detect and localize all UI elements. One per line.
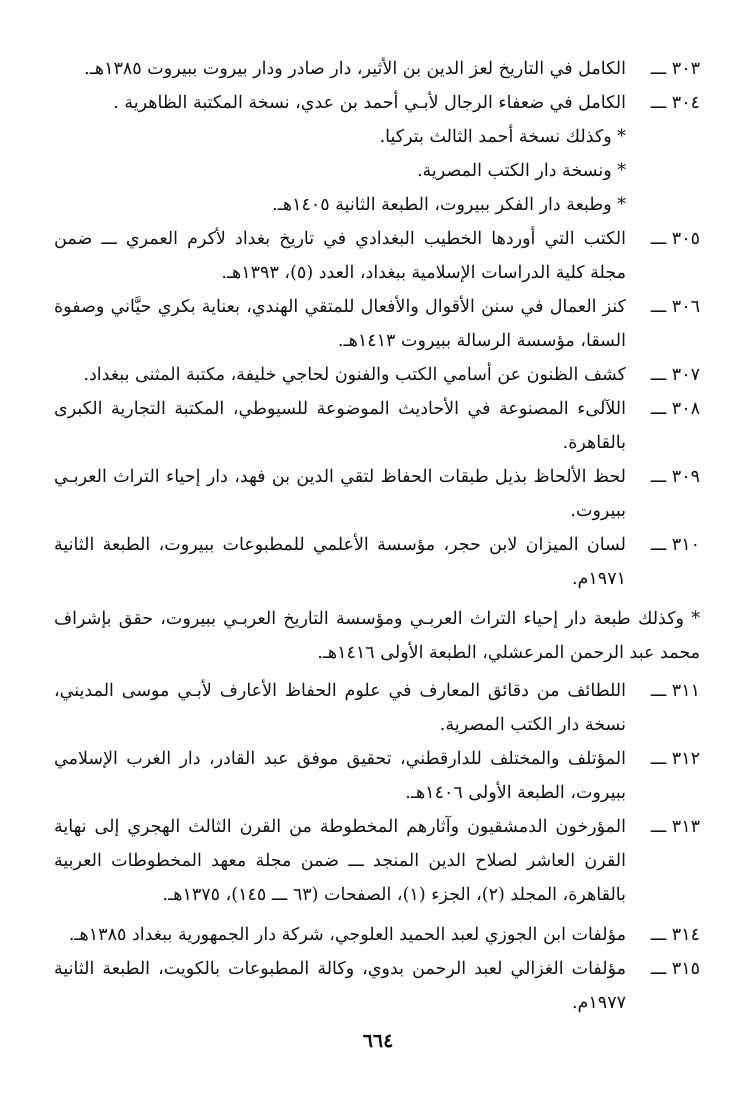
entry-text: اللآلىء المصنوعة في الأحاديث الموضوعة للسيوطي، المكتبة التجارية الكبرى بالقاهرة. <box>54 399 626 453</box>
entry-number: ٣٠٨ ـــ <box>650 399 700 419</box>
entry-303 <box>54 52 700 86</box>
entry-311 <box>54 674 700 742</box>
bibliography-list <box>54 52 700 1020</box>
entry-310-note: * وكذلك طبعة دار إحياء التراث العربـي ومؤسسة التاريخ العربـي ببيروت، حقق بإشراف محمد عبد الرحمن المرعشلي، الطبعة الأولى ١٤١٦هـ. <box>54 609 700 663</box>
entry-text: المؤرخون الدمشقيون وآثارهم المخطوطة من القرن الثالث الهجري إلى نهاية القرن العاشر لصلاح الدين المنجد ـــ ضمن مجلة معهد المخطوطات العربية بالقاهرة، المجلد (٢)، الجزء (١)، الصفحات (٦٣ ـــ ١٤٥)، ١٣٧٥هـ. <box>54 817 626 905</box>
entry-text: كنز العمال في سنن الأقوال والأفعال للمتقي الهندي، بعناية بكري حيَّاني وصفوة السقا، مؤسسة الرسالة ببيروت ١٤١٣هـ. <box>54 297 626 351</box>
entry-304-note-3: * وطبعة دار الفكر ببيروت، الطبعة الثانية ١٤٠٥هـ. <box>272 195 626 215</box>
entry-number: ٣٠٩ ـــ <box>650 467 700 487</box>
entry-text: الكامل في ضعفاء الرجال لأبـي أحمد بن عدي، نسخة المكتبة الظاهرية . <box>113 93 626 113</box>
entry-text: مؤلفات ابن الجوزي لعبد الحميد العلوجي، شركة دار الجمهورية ببغداد ١٣٨٥هـ. <box>68 925 626 945</box>
entry-309 <box>54 460 700 528</box>
entry-315 <box>54 952 700 1020</box>
entry-number: ٣٠٧ ـــ <box>650 365 700 385</box>
entry-text: مؤلفات الغزالي لعبد الرحمن بدوي، وكالة المطبوعات بالكويت، الطبعة الثانية ١٩٧٧م. <box>54 959 626 1013</box>
entry-text: لسان الميزان لابن حجر، مؤسسة الأعلمي للمطبوعات ببيروت، الطبعة الثانية ١٩٧١م. <box>54 535 626 589</box>
entry-number: ٣١٥ ـــ <box>650 959 700 979</box>
entry-text: المؤتلف والمختلف للدارقطني، تحقيق موفق عبد القادر، دار الغرب الإسلامي ببيروت، الطبعة الأولى ١٤٠٦هـ. <box>54 749 626 803</box>
entry-number: ٣١٠ ـــ <box>650 535 700 555</box>
entry-307 <box>54 358 700 392</box>
entry-313 <box>54 810 700 912</box>
entry-number: ٣١٣ ـــ <box>650 817 700 837</box>
entry-text: لحظ الألحاظ بذيل طبقات الحفاظ لتقي الدين بن فهد، دار إحياء التراث العربـي ببيروت. <box>54 467 626 521</box>
entry-number: ٣٠٥ ـــ <box>650 229 700 249</box>
entry-312 <box>54 742 700 810</box>
entry-304-note-2: * ونسخة دار الكتب المصرية. <box>416 161 626 181</box>
entry-text: الكتب التي أوردها الخطيب البغدادي في تاريخ بغداد لأكرم العمري ـــ ضمن مجلة كلية الدراسات الإسلامية ببغداد، العدد (٥)، ١٣٩٣هـ. <box>54 229 626 283</box>
entry-number: ٣٠٦ ـــ <box>650 297 700 317</box>
entry-number: ٣١٢ ـــ <box>650 749 700 769</box>
entry-number: ٣١١ ـــ <box>650 681 700 701</box>
entry-text: اللطائف من دقائق المعارف في علوم الحفاظ الأعارف لأبـي موسى المديني، نسخة دار الكتب المصرية. <box>54 681 626 735</box>
entry-number: ٣٠٣ ـــ <box>650 59 700 79</box>
entry-305 <box>54 222 700 290</box>
entry-306 <box>54 290 700 358</box>
entry-number: ٣٠٤ ـــ <box>650 93 700 113</box>
entry-text: كشف الظنون عن أسامي الكتب والفنون لحاجي خليفة، مكتبة المثنى ببغداد. <box>83 365 626 385</box>
entry-text: الكامل في التاريخ لعز الدين بن الأثير، دار صادر ودار بيروت ببيروت ١٣٨٥هـ. <box>84 59 626 79</box>
entry-310 <box>54 528 700 596</box>
entry-number: ٣١٤ ـــ <box>650 925 700 945</box>
entry-304 <box>54 86 700 120</box>
entry-314 <box>54 918 700 952</box>
entry-304-note-1: * وكذلك نسخة أحمد الثالث بتركيا. <box>379 127 626 147</box>
page-number: ٦٦٤ <box>362 1030 394 1052</box>
entry-308 <box>54 392 700 460</box>
